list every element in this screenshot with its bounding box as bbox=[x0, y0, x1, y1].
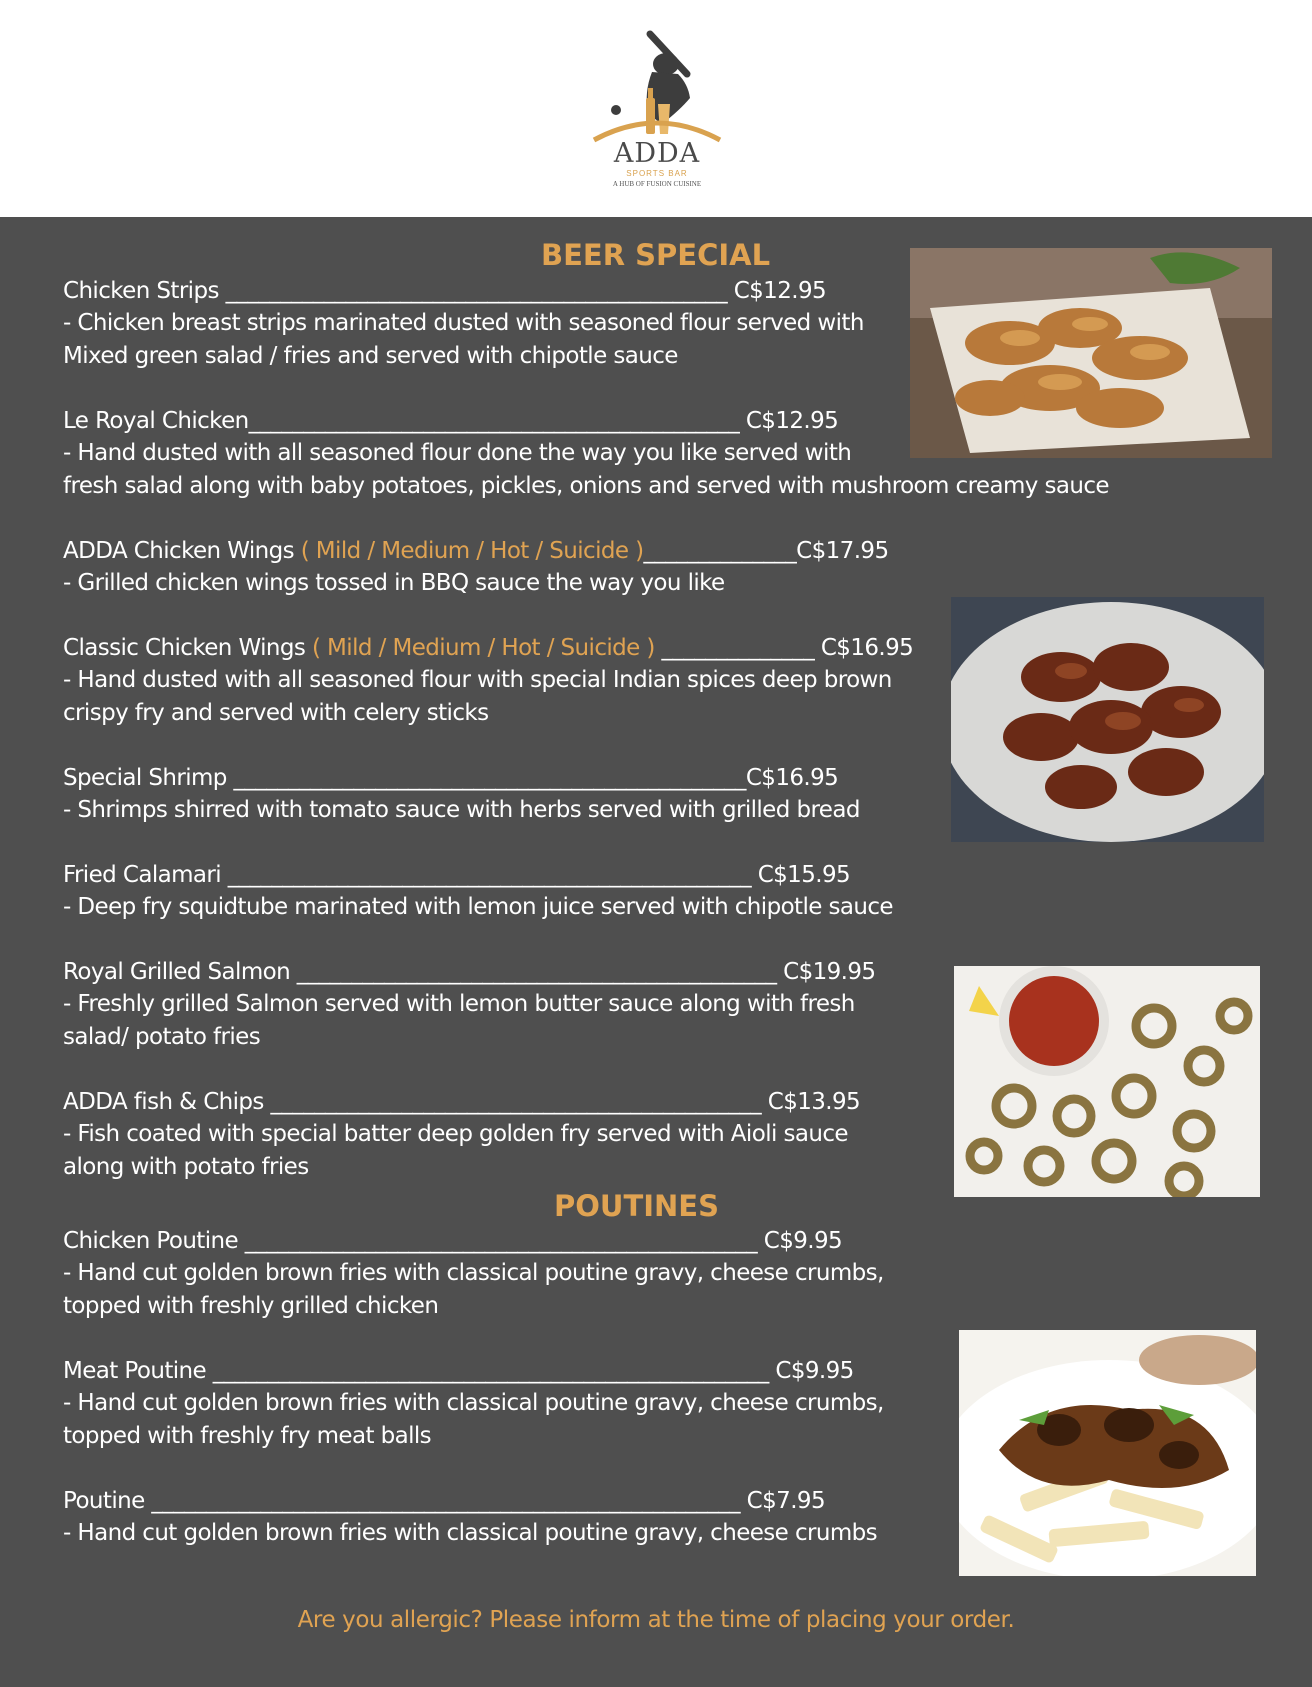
menu-item-title bbox=[63, 633, 913, 663]
item-name: Le Royal Chicken bbox=[63, 408, 249, 434]
logo-name: ADDA bbox=[613, 138, 701, 169]
item-price: C$17.95 bbox=[796, 538, 889, 564]
item-price: C$9.95 bbox=[763, 1228, 843, 1254]
item-options: ( Mild / Medium / Hot / Suicide ) bbox=[305, 635, 655, 661]
item-name: Special Shrimp bbox=[63, 765, 227, 791]
item-price: C$16.95 bbox=[745, 765, 839, 791]
logo-tagline: A HUB OF FUSION CUISINE bbox=[612, 180, 702, 188]
item-price: C$12.95 bbox=[733, 278, 827, 304]
menu-item-title bbox=[63, 276, 826, 306]
item-price: C$16.95 bbox=[820, 635, 914, 661]
item-description: topped with freshly fry meat balls bbox=[63, 1423, 432, 1449]
item-description: along with potato fries bbox=[63, 1154, 309, 1180]
item-description: Mixed green salad / fries and served with chipotle sauce bbox=[63, 343, 678, 369]
section-title-beer-special: BEER SPECIAL bbox=[541, 238, 771, 272]
logo-subtitle: SPORTS BAR bbox=[626, 169, 688, 178]
chicken-wings-photo bbox=[951, 597, 1264, 842]
poutine-photo bbox=[959, 1330, 1256, 1576]
item-leader: _____________________________________________ bbox=[248, 408, 746, 434]
item-name: ADDA Chicken Wings bbox=[63, 538, 294, 564]
item-price: C$19.95 bbox=[783, 959, 876, 985]
item-price: C$7.95 bbox=[746, 1488, 825, 1514]
adda-logo bbox=[592, 28, 722, 193]
item-name: Fried Calamari bbox=[63, 862, 222, 888]
menu-item-title bbox=[63, 763, 838, 793]
item-name: Royal Grilled Salmon bbox=[63, 959, 291, 985]
menu-item-title bbox=[63, 1486, 825, 1516]
item-description: - Hand dusted with all seasoned flour done the way you like served with bbox=[63, 440, 852, 466]
allergy-notice: Are you allergic? Please inform at the time of placing your order. bbox=[297, 1607, 1015, 1633]
item-name: Poutine bbox=[63, 1488, 145, 1514]
item-description: - Hand cut golden brown fries with classical poutine gravy, cheese crumbs bbox=[63, 1520, 878, 1546]
item-leader: _______________________________________________ bbox=[238, 1228, 764, 1254]
item-description: - Hand dusted with all seasoned flour with special Indian spices deep brown bbox=[63, 667, 892, 693]
item-description: - Fish coated with special batter deep golden fry served with Aioli sauce bbox=[63, 1121, 848, 1147]
item-leader: ___________________________________________________ bbox=[206, 1358, 776, 1384]
fried-calamari-photo bbox=[954, 966, 1260, 1197]
menu-item-title bbox=[63, 1226, 842, 1256]
item-description: - Deep fry squidtube marinated with lemon juice served with chipotle sauce bbox=[63, 894, 893, 920]
menu-item-title bbox=[63, 536, 888, 566]
item-leader: ______________________________________________________ bbox=[144, 1488, 747, 1514]
item-leader: ________________________________________________ bbox=[221, 862, 758, 888]
item-price: C$9.95 bbox=[775, 1358, 854, 1384]
item-description: fresh salad along with baby potatoes, pickles, onions and served with mushroom creamy sauce bbox=[63, 473, 1109, 499]
item-leader: ______________ bbox=[654, 635, 821, 661]
item-name: Chicken Poutine bbox=[63, 1228, 239, 1254]
chicken-strips-photo bbox=[910, 248, 1272, 458]
item-leader: _______________________________________________ bbox=[226, 765, 746, 791]
item-price: C$13.95 bbox=[767, 1089, 861, 1115]
item-description: crispy fry and served with celery sticks bbox=[63, 700, 489, 726]
batter-icon bbox=[592, 28, 722, 143]
item-name: Classic Chicken Wings bbox=[63, 635, 306, 661]
item-description: - Grilled chicken wings tossed in BBQ sauce the way you like bbox=[63, 570, 725, 596]
menu-item-title bbox=[63, 860, 850, 890]
item-name: Meat Poutine bbox=[63, 1358, 207, 1384]
item-options: ( Mild / Medium / Hot / Suicide ) bbox=[294, 538, 644, 564]
item-description: - Shrimps shirred with tomato sauce with herbs served with grilled bread bbox=[63, 797, 860, 823]
item-description: - Freshly grilled Salmon served with lemon butter sauce along with fresh bbox=[63, 991, 855, 1017]
item-leader: _____________________________________________ bbox=[263, 1089, 768, 1115]
menu-item-title bbox=[63, 406, 838, 436]
item-name: ADDA fish & Chips bbox=[63, 1089, 264, 1115]
item-description: - Hand cut golden brown fries with classical poutine gravy, cheese crumbs, bbox=[63, 1260, 884, 1286]
item-leader: ______________________________________________ bbox=[218, 278, 734, 304]
menu-item-title bbox=[63, 957, 875, 987]
menu-item-title bbox=[63, 1087, 860, 1117]
item-description: salad/ potato fries bbox=[63, 1024, 261, 1050]
item-description: topped with freshly grilled chicken bbox=[63, 1293, 439, 1319]
section-title-poutines: POUTINES bbox=[554, 1189, 719, 1223]
item-price: C$15.95 bbox=[757, 862, 851, 888]
item-leader: ______________ bbox=[643, 538, 797, 564]
item-description: - Hand cut golden brown fries with classical poutine gravy, cheese crumbs, bbox=[63, 1390, 884, 1416]
header bbox=[0, 0, 1312, 217]
item-price: C$12.95 bbox=[745, 408, 839, 434]
menu-item-title bbox=[63, 1356, 854, 1386]
item-leader: ____________________________________________ bbox=[290, 959, 784, 985]
item-description: - Chicken breast strips marinated dusted with seasoned flour served with bbox=[63, 310, 864, 336]
item-name: Chicken Strips bbox=[63, 278, 219, 304]
